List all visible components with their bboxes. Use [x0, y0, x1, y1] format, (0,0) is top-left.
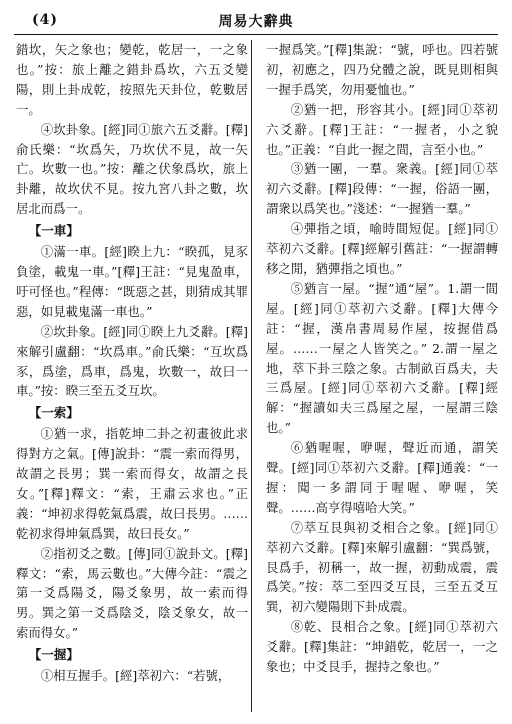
entry-headword: 【一握】 — [28, 647, 79, 663]
entry-paragraph: ①相互握手。[經]萃初六：“若號， — [40, 668, 231, 684]
page-header — [14, 10, 498, 35]
column-divider — [251, 40, 252, 712]
page-number: (4) — [32, 12, 58, 28]
entry-paragraph: ⑥猶喔喔，咿喔，聲近而通，謂笑聲。[經]同①萃初六爻辭。[釋]通義：“一握：聞一多謂同于喔喔、咿喔，笑聲。……高亨得嘻哈大笑。” — [266, 440, 498, 515]
entry-paragraph: ⑧乾、艮相合之象。[經]同①萃初六爻辭。[釋]集註：“坤錯乾，乾居一，一之象也；中爻艮手，握持之象也。” — [266, 619, 498, 675]
right-column — [266, 40, 498, 716]
entry-paragraph: ①滿一車。[經]睽上九：“睽孤，見豕負塗，載鬼一車。”[釋]王註：“見鬼盈車，吁可怪也。”程傳：“既惡之甚，則猜成其罪惡，如見載鬼滿一車也。” — [16, 244, 248, 319]
entry-paragraph: ②指初爻之數。[傳]同①說卦文。[釋]釋文：“索，馬云數也。”大傳今註：“震之第一爻爲陽爻，陽爻象男，故一索而得男。巽之第一爻爲陰爻，陰爻象女，故一索而得女。” — [16, 545, 248, 641]
entry-paragraph: ⑦萃互艮與初爻相合之象。[經]同①萃初六爻辭。[釋]來解引盧翻：“巽爲號，艮爲手，初稱一，故一握，初動成震，震爲笑。”按：萃二至四爻互艮，三至五爻互巽，初六變陽則下卦成震。 — [266, 519, 498, 615]
left-column — [16, 40, 248, 716]
entry-paragraph: ④彈指之頃，喻時間短促。[經]同①萃初六爻辭。[釋]經解引舊註：“一握謂轉移之閒，猶彈指之頃也。” — [266, 221, 498, 276]
entry-paragraph: 一握爲笑。”[釋]集說：“號，呼也。四若號初，初應之，四乃兌體之說，既見則相與一握手爲笑，勿用憂恤也。” — [266, 42, 498, 97]
entry-paragraph: ②坎卦象。[經]同①睽上九爻辭。[釋]來解引盧翻：“坎爲車。”俞氏樂：“互坎爲豕，爲塗，爲車，爲鬼，坎數一，故曰一車。”按：睽三至五爻互坎。 — [16, 323, 248, 399]
entry-headword: 【一車】 — [28, 223, 79, 239]
entry-paragraph: ③猶一團，一羣。衆義。[經]同①萃初六爻辭。[釋]段傳：“一握，俗語一團，謂衆以爲笑也。”淺述：“一握猶一羣。” — [266, 161, 498, 217]
entry-paragraph: ④坎卦象。[經]同①旅六五爻辭。[釋]俞氏樂：“坎爲矢，乃坎伏不見，故一矢亡。坎數一也。”按：離之伏象爲坎，旅上卦離，故坎伏不見。按九宮八卦之數，坎居北而爲一。 — [16, 121, 248, 217]
entry-headword: 【一索】 — [28, 405, 79, 421]
entry-paragraph: ①猶一求，指乾坤二卦之初畫彼此求得對方之氣。[傳]說卦：“震一索而得男，故謂之長男；巽一索而得女，故謂之長女。”[釋]釋文：“索，王肅云求也。”正義：“坤初求得乾氣爲震，故曰長男。……乾初求得坤氣爲巽，故曰長女。” — [16, 426, 248, 541]
entry-paragraph: 錯坎，矢之象也；變乾，乾居一，一之象也。”按：旅上離之錯卦爲坎，六五爻變陽，則上卦成乾，按照先天卦位，乾數居一。 — [16, 42, 248, 117]
entry-paragraph: ②猶一把，形容其小。[經]同①萃初六爻辭。[釋]王註：“一握者，小之貌也。”正義：“自此一握之間，言至小也。” — [266, 101, 498, 157]
running-title: 周易大辭典 — [218, 14, 294, 30]
entry-paragraph: ⑤猶言一屋。“握”通“屋”。1.謂一間屋。[經]同①萃初六爻辭。[釋]大傳今註：“握，漢帛書周易作屋，按握借爲屋。……一屋之人皆笑之。” 2.謂一屋之地，萃下卦三陰之象。古制畝百爲夫，夫三爲屋。[經]同①萃初六爻辭。[釋]經解：“握讀如夫三爲屋之屋，一屋謂三陰也。” — [266, 280, 498, 436]
